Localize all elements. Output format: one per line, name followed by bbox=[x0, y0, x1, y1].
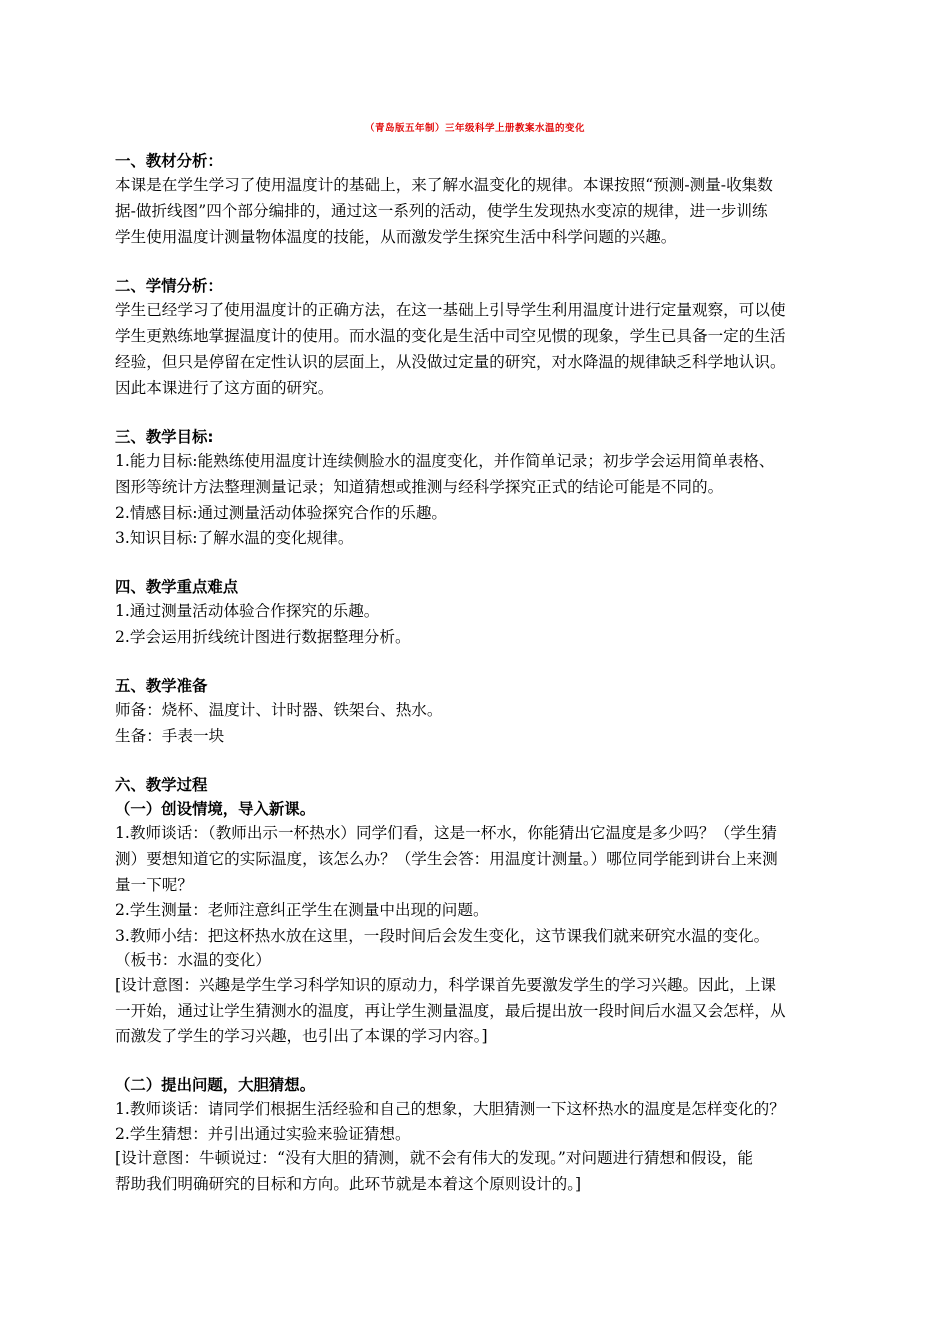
paragraph-line: 本课是在学生学习了使用温度计的基础上，来了解水温变化的规律。本课按照“预测-测量-收集数 bbox=[115, 176, 773, 194]
paragraph-line: 而激发了学生的学习兴趣，也引出了本课的学习内容。] bbox=[115, 1027, 488, 1045]
paragraph-line: [设计意图：牛顿说过：“没有大胆的猜测，就不会有伟大的发现。”对问题进行猜想和假设，能 bbox=[115, 1149, 753, 1167]
paragraph-line: [设计意图：兴趣是学生学习科学知识的原动力，科学课首先要激发学生的学习兴趣。因此，上课 bbox=[115, 976, 777, 994]
section-heading: 二、学情分析： bbox=[115, 277, 223, 295]
paragraph-line: 1.能力目标:能熟练使用温度计连续侧脸水的温度变化，并作简单记录；初步学会运用简单表格、 bbox=[115, 452, 775, 470]
paragraph-line: 经验，但只是停留在定性认识的层面上，从没做过定量的研究，对水降温的规律缺乏科学地认识。 bbox=[115, 353, 786, 371]
paragraph-line: 2.学会运用折线统计图进行数据整理分析。 bbox=[115, 628, 411, 646]
paragraph-line: （板书：水温的变化） bbox=[115, 951, 271, 969]
section-heading: 三、教学目标: bbox=[115, 428, 214, 446]
paragraph-line: 2.学生测量：老师注意纠正学生在测量中出现的问题。 bbox=[115, 901, 489, 919]
paragraph-line: 生备：手表一块 bbox=[115, 727, 225, 745]
paragraph-line: 2.学生猜想：并引出通过实验来验证猜想。 bbox=[115, 1125, 411, 1143]
paragraph-line: 学生更熟练地掌握温度计的使用。而水温的变化是生活中司空见惯的现象，学生已具备一定的生活 bbox=[115, 327, 786, 345]
paragraph-line: 2.情感目标:通过测量活动体验探究合作的乐趣。 bbox=[115, 504, 448, 522]
paragraph-line: 据-做折线图”四个部分编排的，通过这一系列的活动，使学生发现热水变凉的规律，进一步训练 bbox=[115, 202, 768, 220]
subsection-heading: （二）提出问题，大胆猜想。 bbox=[115, 1076, 316, 1094]
section-heading: 六、教学过程 bbox=[115, 776, 208, 794]
subsection-heading: （一）创设情境，导入新课。 bbox=[115, 800, 316, 818]
paragraph-line: 学生已经学习了使用温度计的正确方法，在这一基础上引导学生利用温度计进行定量观察，可以使 bbox=[115, 301, 786, 319]
section-heading: 四、教学重点难点 bbox=[115, 578, 239, 596]
paragraph-line: 测）要想知道它的实际温度，该怎么办？（学生会答：用温度计测量。）哪位同学能到讲台上来测 bbox=[115, 850, 778, 868]
paragraph-line: 图形等统计方法整理测量记录；知道猜想或推测与经科学探究正式的结论可能是不同的。 bbox=[115, 478, 724, 496]
document-title: （青岛版五年制）三年级科学上册教案水温的变化 bbox=[364, 123, 585, 134]
paragraph-line: 因此本课进行了这方面的研究。 bbox=[115, 379, 334, 397]
paragraph-line: 学生使用温度计测量物体温度的技能，从而激发学生探究生活中科学问题的兴趣。 bbox=[115, 228, 677, 246]
section-heading: 一、教材分析： bbox=[115, 152, 223, 170]
section-heading: 五、教学准备 bbox=[115, 677, 208, 695]
paragraph-line: 3.教师小结：把这杯热水放在这里，一段时间后会发生变化，这节课我们就来研究水温的变化。 bbox=[115, 927, 770, 945]
paragraph-line: 1.教师谈话：（教师出示一杯热水）同学们看，这是一杯水，你能猜出它温度是多少吗？（学生猜 bbox=[115, 824, 778, 842]
paragraph-line: 1.教师谈话：请同学们根据生活经验和自己的想象，大胆猜测一下这杯热水的温度是怎样变化的？ bbox=[115, 1100, 785, 1118]
paragraph-line: 量一下呢？ bbox=[115, 876, 193, 894]
paragraph-line: 一开始，通过让学生猜测水的温度，再让学生测量温度，最后提出放一段时间后水温又会怎样，从 bbox=[115, 1002, 786, 1020]
paragraph-line: 师备：烧杯、温度计、计时器、铁架台、热水。 bbox=[115, 701, 443, 719]
paragraph-line: 3.知识目标:了解水温的变化规律。 bbox=[115, 529, 354, 547]
paragraph-line: 1.通过测量活动体验合作探究的乐趣。 bbox=[115, 602, 380, 620]
paragraph-line: 帮助我们明确研究的目标和方向。此环节就是本着这个原则设计的。] bbox=[115, 1175, 582, 1193]
